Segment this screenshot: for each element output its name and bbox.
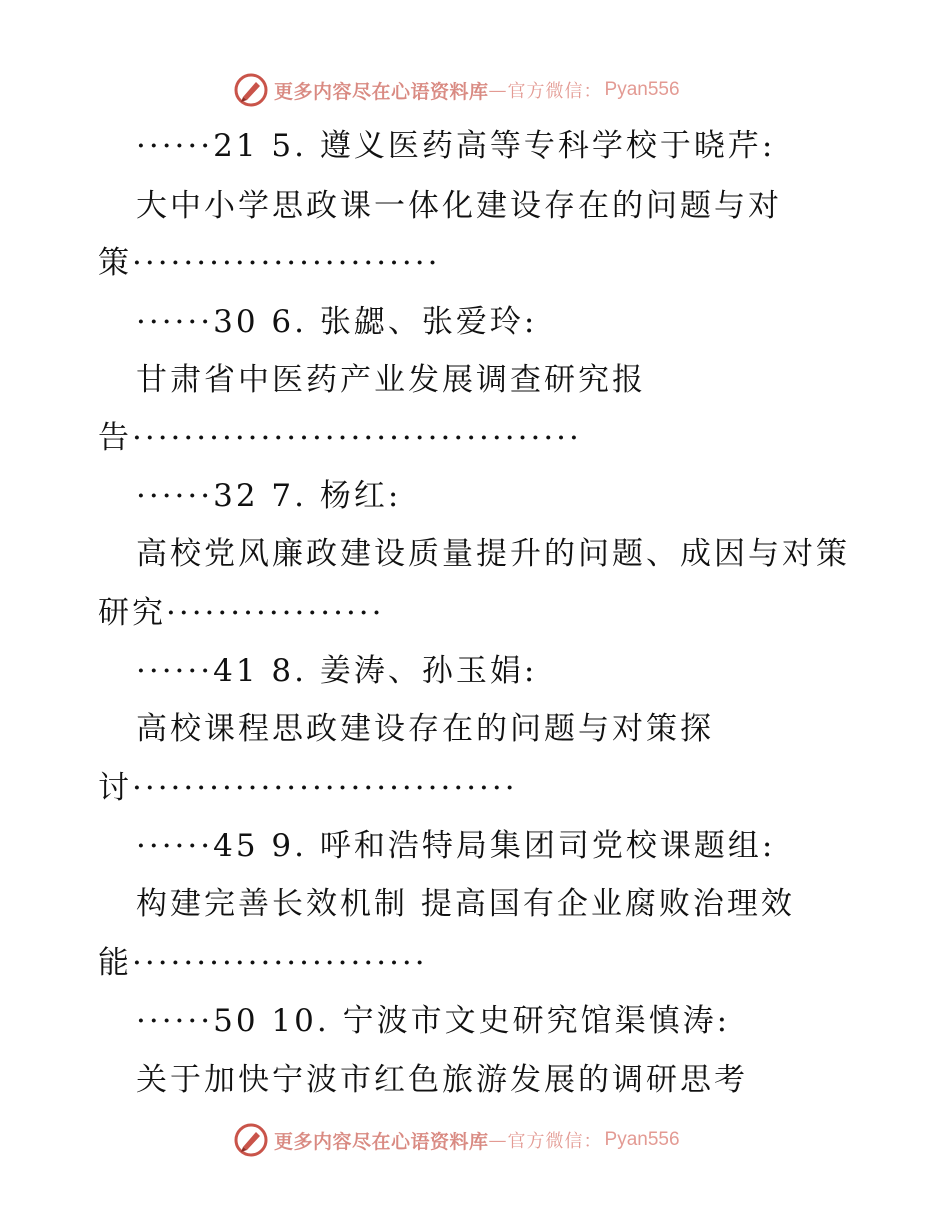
toc-line: 讨······························	[98, 770, 518, 806]
toc-line: 告···································	[98, 420, 582, 456]
toc-line: 策························	[98, 245, 441, 281]
watermark-text: 更多内容尽在心语资料库	[274, 80, 489, 103]
toc-line: 大中小学思政课一体化建设存在的问题与对	[136, 188, 782, 224]
watermark-text: 更多内容尽在心语资料库	[274, 1130, 489, 1153]
watermark-footer	[234, 1122, 680, 1158]
watermark-wechat-id: Pyan556	[604, 79, 680, 100]
toc-line: ······50 10. 宁波市文史研究馆渠慎涛:	[136, 1003, 731, 1039]
toc-line: 构建完善长效机制 提高国有企业腐败治理效	[136, 886, 795, 922]
toc-line: 关于加快宁波市红色旅游发展的调研思考	[136, 1062, 748, 1098]
pen-logo-icon	[234, 1123, 268, 1157]
toc-line: 甘肃省中医药产业发展调查研究报	[136, 362, 646, 398]
toc-line: ······32 7. 杨红:	[136, 478, 402, 514]
watermark-official: 官方微信：	[507, 1131, 603, 1152]
toc-line: ······30 6. 张勰、张爱玲:	[136, 304, 538, 340]
watermark-header	[234, 72, 680, 108]
pen-logo-icon	[234, 73, 268, 107]
toc-line: 高校党风廉政建设质量提升的问题、成因与对策	[136, 536, 850, 572]
watermark-wechat-id: Pyan556	[604, 1129, 680, 1150]
watermark-official: 官方微信：	[507, 81, 603, 102]
watermark-dash: —	[488, 1129, 508, 1151]
toc-line: ······45 9. 呼和浩特局集团司党校课题组:	[136, 828, 776, 864]
toc-line: 高校课程思政建设存在的问题与对策探	[136, 711, 714, 747]
watermark-dash: —	[488, 79, 508, 101]
toc-line: 能·······················	[98, 945, 428, 981]
toc-line: 研究·················	[98, 595, 385, 631]
toc-line: ······21 5. 遵义医药高等专科学校于晓芹:	[136, 128, 776, 164]
toc-line: ······41 8. 姜涛、孙玉娟:	[136, 653, 538, 689]
